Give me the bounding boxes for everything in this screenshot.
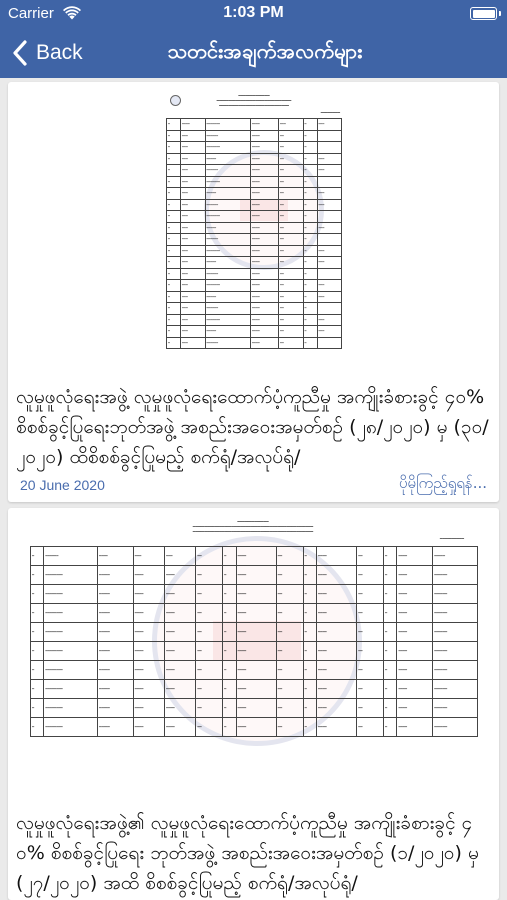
document-thumbnail xyxy=(22,516,484,762)
document-date: ━━━━━━━━ xyxy=(320,110,340,115)
status-bar xyxy=(0,0,507,28)
article-description: လူမှုဖူလုံရေးအဖွဲ့ လူမှုဖူလုံရေးထောက်ပံ့ကူညီမှု အကျိုးခံစားခွင့် ၄၀% စိစစ်ခွင့်ပြုရေးဘုတ်အဖွဲ့ အစည်းအဝေးအမှတ်စဉ် (၂၈/၂၀၂၀) မှ (၃၀/၂၀၂၀) ထိစိစစ်ခွင့်ပြုမည့် စက်ရုံ/အလုပ်ရုံ/ xyxy=(16,386,489,468)
document-thumbnail xyxy=(160,90,348,360)
chevron-left-icon xyxy=(12,40,28,66)
news-card[interactable] xyxy=(8,82,499,502)
read-more-link[interactable]: ပိုမိုကြည့်ရှုရန်... xyxy=(398,474,487,492)
navigation-bar xyxy=(0,28,507,78)
document-header: ━━━━━━━━━━━━━ ━━━━━━━━━━━━━━━━━━━━━━━━━━━━━━━━━━━━━━━━━━━━━━━━━━ ━━━━━━━━━━━━━━━━━━━━━━━━━━━━━━━━━━━━━━━━━━━━━━━━━━ xyxy=(192,519,314,534)
article-description: လူမှုဖူလုံရေးအဖွဲ့၏ လူမှုဖူလုံရေးထောက်ပံ့ကူညီမှု အကျိုးခံစားခွင့် ၄၀% စိစစ်ခွင့်ပြုရေး ဘုတ်အဖွဲ့ အစည်းအဝေးအမှတ်စဉ် (၁/၂၀၂၀) မှ (၂၇/၂၀၂၀) အထိ စိစစ်ခွင့်ပြုမည့် စက်ရုံ/အလုပ်ရုံ/ xyxy=(16,812,479,894)
document-header: ━━━━━━━━━━━━━ ━━━━━━━━━━━━━━━━━━━━━━━━━━━━━━━ ━━━━━━━━━━━━━━━━━━━━━━━━━━━━━ xyxy=(216,93,292,108)
document-date: ━━━━━━━━━━ xyxy=(439,536,464,541)
back-label: Back xyxy=(36,41,83,64)
battery-icon xyxy=(470,7,497,20)
page-title: သတင်းအချက်အလက်များ xyxy=(167,39,363,63)
status-time: 1:03 PM xyxy=(223,4,284,21)
news-card[interactable] xyxy=(8,508,499,900)
back-button[interactable] xyxy=(12,38,83,68)
document-table: ━ ━━━━ ━━━━━━━ ━━━━ ━━━ ━ ━━━ ━ ━━━ ━━━━━━ ━━━━ ━━ ━ ━ ━━━ ━━━━━━━ ━━━━ ━━ ━ ━ ━━━ ━━━━━ ━━━━ ━━ ━ ━━━ ━ ━━━ ━━━━━━ ━━━━ ━━ ━ ━━━ ━ ━━━ ━━━━━━━ ━━━━ ━━ ━ ━ ━━━ ━━━━━ ━━━━ ━━ ━ ━━━ ━ ━━━ ━━━━━━ ━━━━ ━━ ━ ━━━ ━ ━━━ ━━━━━━━ ━━━━ ━━ ━ ━ ━━━ ━━━━━ ━━━━ ━━ ━ ━━━ ━ ━━━ ━━━━━━ ━━━━ ━━ ━ ━ ━━━ ━━━━━━━ ━━━━ ━━ ━ ━━━ ━ ━━━ ━━━━━ ━━━━ ━━ ━ ━━━ ━ ━━━ ━━━━━━ ━━━━ ━━ ━ ━ ━━━ ━━━━━━━ ━━━━ ━━ ━ ━━━ ━ ━━━ ━━━━━ ━━━━ ━━ ━ ━━━ ━ ━━━ ━━━━━━ ━━━━ ━━ ━ ━ ━━━ ━━━━━━━ ━━━━ ━━ ━ ━━━ ━ ━━━ ━━━━━ ━━━━ ━━ ━ ━━━ ━ ━━━ ━━━━━━ ━━━━ ━━ ━ xyxy=(166,118,342,349)
carrier-label: Carrier xyxy=(8,5,54,22)
article-date: 20 June 2020 xyxy=(20,477,105,493)
document-table: ━ ━━━━━━ ━━━━ ━━━ ━━━ ━━ ━ ━━━━ ━━ ━ ━━━━ ━━ ━ ━━━━ ━━━━━ ━ ━━━━━━━━ ━━━━━ ━━━━ ━━━━ ━━ ━ ━━━━ ━━ ━ ━━━━ ━━ ━ ━━━━ ━━━━━━ ━ ━━━━━━━━ ━━━━━ ━━━━ ━━━━ ━━ ━ ━━━━ ━━ ━ ━━━━ ━━ ━ ━━━━ ━━━━━━ ━ ━━━━━━━━ ━━━━━ ━━━━ ━━━━ ━━ ━ ━━━━ ━━ ━ ━━━━ ━━ ━ ━━━━ ━━━━━━ ━ ━━━━━━━━ ━━━━━ ━━━━ ━━━━ ━━ ━ ━━━━ ━━ ━ ━━━━ ━━ ━ ━━━━ ━━━━━━ ━ ━━━━━━━━ ━━━━━ ━━━━ ━━━━ ━━ ━ ━━━━ ━━ ━ ━━━━ ━━ ━ ━━━━ ━━━━━━ ━ ━━━━━━━━ ━━━━━ ━━━━ ━━━━ ━━ ━ ━━━━ ━━ ━ ━━━━ ━━ ━ ━━━━ ━━━━━━ ━ ━━━━━━━━ ━━━━━ ━━━━ ━━━━ ━━ ━ ━━━━ ━━ ━ ━━━━ ━━ ━ ━━━━ ━━━━━━ ━ ━━━━━━━━ ━━━━━ ━━━━ ━━━━ ━━ ━ ━━━━ ━━ ━ ━━━━ ━━ ━ ━━━━ ━━━━━━ ━ ━━━━━━━━ ━━━━━ ━━━━ ━━━━ ━━ ━ ━━━━ ━━ ━ ━━━━ ━━ ━ ━━━━ ━━━━━━ xyxy=(30,546,478,737)
